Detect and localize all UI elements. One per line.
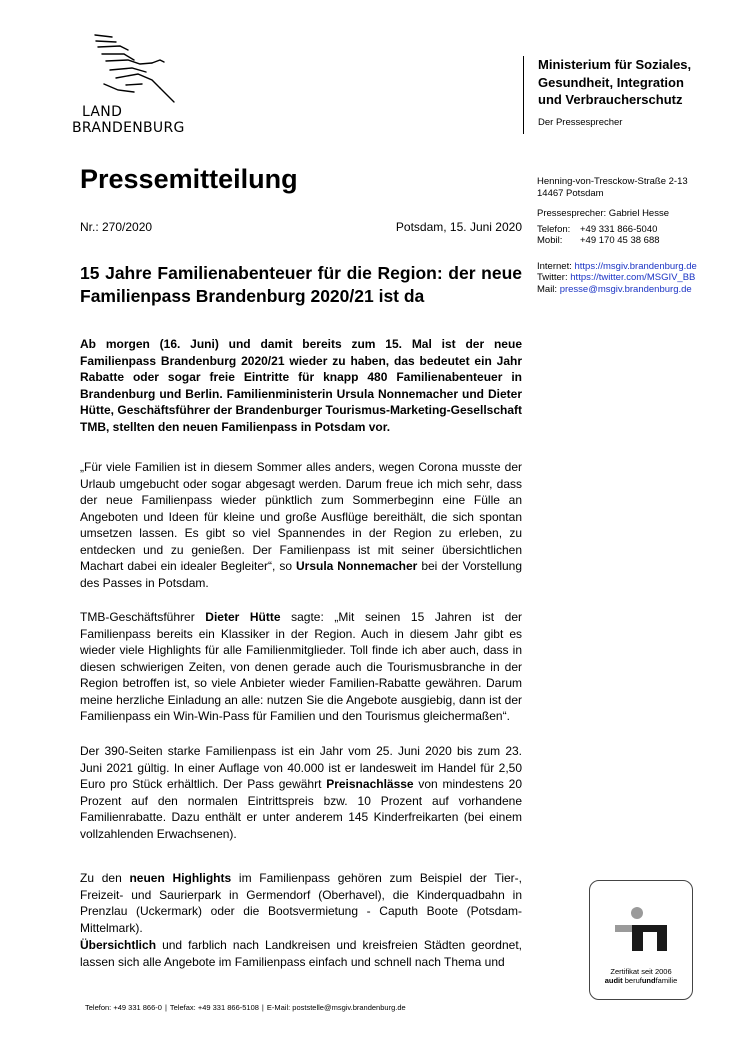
address-street: Henning-von-Tresckow-Straße 2-13 (537, 176, 688, 187)
text-run: sagte: „Mit seinen 15 Jahren ist der Familienpass bereits ein Klassiker in der Region. Auch in diesem Jahr gibt es wieder viele Highlights für alle Familienmitglieder. Toll finde ich aber auch, dass in diesen schwierigen Zeiten, von denen gerade auch die Tourismusbranche in der Region betroffen ist, so viele Anbieter wieder Familien-Rabatte gewähren. Darum meine herzliche Einladung an alle: nutzen Sie die Angebote ausgiebig, dann ist der Familienpass ein Win-Win-Pass für Familien und den Tourismus gleichermaßen“. (80, 610, 523, 723)
speaker-name: Dieter Hütte (205, 610, 281, 624)
contact-block (537, 176, 697, 295)
emphasis: Übersichtlich (80, 938, 157, 952)
text-run: Der 390-Seiten starke Familienpass ist ein Jahr vom 25. Juni 2020 bis zum 23. Juni 2021 gültig. In einer Auflage von 40.000 ist er landesweit im Handel für 2,50 Euro pro Stück erhältlich. Der Pass gewährt (80, 744, 522, 791)
text-run: TMB-Geschäftsführer (80, 610, 206, 624)
paragraph-4 (80, 870, 522, 936)
land-brandenburg-logo (72, 30, 222, 140)
internet-link[interactable]: https://msgiv.brandenburg.de (574, 260, 697, 272)
paragraph-1 (80, 459, 522, 591)
address-city: 14467 Potsdam (537, 187, 604, 199)
audit-certificate-badge (589, 880, 693, 1000)
footer-email: E-Mail: poststelle@msgiv.brandenburg.de (266, 1003, 406, 1012)
audit-logo-icon (615, 905, 667, 953)
ministry-name-line: Gesundheit, Integration (538, 74, 684, 90)
press-release-number: Nr.: 270/2020 (80, 220, 153, 234)
ministry-header (523, 56, 691, 134)
text-run: und (641, 976, 656, 985)
spokesperson: Pressesprecher: Gabriel Hesse (537, 208, 669, 219)
dateline: Potsdam, 15. Juni 2020 (395, 220, 522, 234)
speaker-name: Ursula Nonnemacher (295, 559, 418, 573)
text-run: familie (655, 976, 678, 985)
text-run: und farblich nach Landkreisen und kreisfreien Städten geordnet, lassen sich alle Angebote im Familienpass einfach und schnell nach Thema und (80, 938, 522, 969)
phone-label: Telefon: (537, 223, 571, 235)
twitter-link[interactable]: https://twitter.com/MSGIV_BB (570, 272, 696, 283)
paragraph-5 (80, 937, 522, 970)
text-run: von mindestens 20 Prozent auf den normalen Eintrittspreis bzw. 10 Prozent auf vorhandene Familienrabatte. Dazu enthält er unter anderem 145 Kinderfreikarten (bei einem vollzahlenden Erwachsenen). (80, 777, 522, 841)
emphasis: neuen Highlights (129, 871, 232, 885)
text-run: bei der Vorstellung des Passes in Potsdam. (80, 559, 523, 590)
eagle-icon (90, 30, 190, 105)
footer (85, 1003, 406, 1012)
text-run: Zu den (80, 871, 130, 885)
footer-separator: | (164, 1003, 167, 1012)
mobile-number: +49 170 45 38 688 (580, 235, 660, 246)
headline: 15 Jahre Familienabenteuer für die Region: der neue Familienpass Brandenburg 2020/21 ist da (80, 263, 522, 306)
mail-label: Mail: (537, 283, 558, 295)
certificate-line-2 (590, 976, 692, 985)
emphasis: Preisnachlässe (326, 777, 414, 791)
paragraph-3 (80, 743, 522, 842)
text-run: audit (604, 976, 623, 985)
text-run: „Für viele Familien ist in diesem Sommer alles anders, wegen Corona musste der Urlaub umgebucht oder sogar abgesagt werden. Darum freue ich mich sehr, dass der neue Familienpass wieder pünktlich zum Sommerbeginn eine Fülle an Angeboten und Ideen für kleine und große Ausflüge bereithält, die sich spontan umsetzen lassen. Es gibt so viel Spannendes in der Region zu erleben, zu entdecken und zu genießen. Der Familienpass ist mit seiner übersichtlichen Machart dabei ein idealer Begleiter“, so (80, 460, 522, 573)
ministry-name-line: und Verbraucherschutz (538, 92, 683, 107)
logo-line-brandenburg: BRANDENBURG (72, 120, 185, 136)
phone-number: +49 331 866-5040 (580, 223, 658, 235)
footer-phone: Telefon: +49 331 866-0 (85, 1003, 162, 1012)
page-title: Pressemitteilung (80, 164, 298, 194)
paragraph-2 (80, 609, 522, 725)
ministry-subtitle: Der Pressesprecher (538, 116, 623, 128)
twitter-label: Twitter: (537, 272, 568, 283)
footer-fax: Telefax: +49 331 866-5108 (169, 1003, 259, 1012)
lead-paragraph: Ab morgen (16. Juni) und damit bereits zum 15. Mal ist der neue Familienpass Brandenburg 2020/21 wieder zu haben, das bedeutet ein Jahr Rabatte oder sogar freie Eintritte für knapp 480 Familienabenteuer in Brandenburg und Berlin. Familienministerin Ursula Nonnemacher und Dieter Hütte, Geschäftsführer der Brandenburger Tourismus-Marketing-Gesellschaft TMB, stellten den neuen Familienpass in Potsdam vor. (80, 337, 522, 434)
mail-link[interactable]: presse@msgiv.brandenburg.de (559, 283, 692, 295)
certificate-line-1: Zertifikat seit 2006 (610, 967, 672, 976)
logo-line-land: LAND (82, 104, 123, 120)
internet-label: Internet: (537, 260, 572, 272)
text-run: beruf (622, 976, 642, 985)
mobile-label: Mobil: (537, 235, 563, 246)
text-run: im Familienpass gehören zum Beispiel der Tier-, Freizeit- und Saurierpark in Germendorf (Oberhavel), die Kinderquadbahn in Prenzlau (Uckermark) oder die Bootsvermietung - Caputh Boote (Potsdam-Mittelmark). (80, 871, 522, 935)
footer-separator: | (261, 1003, 264, 1012)
ministry-name-line: Ministerium für Soziales, (538, 57, 692, 72)
